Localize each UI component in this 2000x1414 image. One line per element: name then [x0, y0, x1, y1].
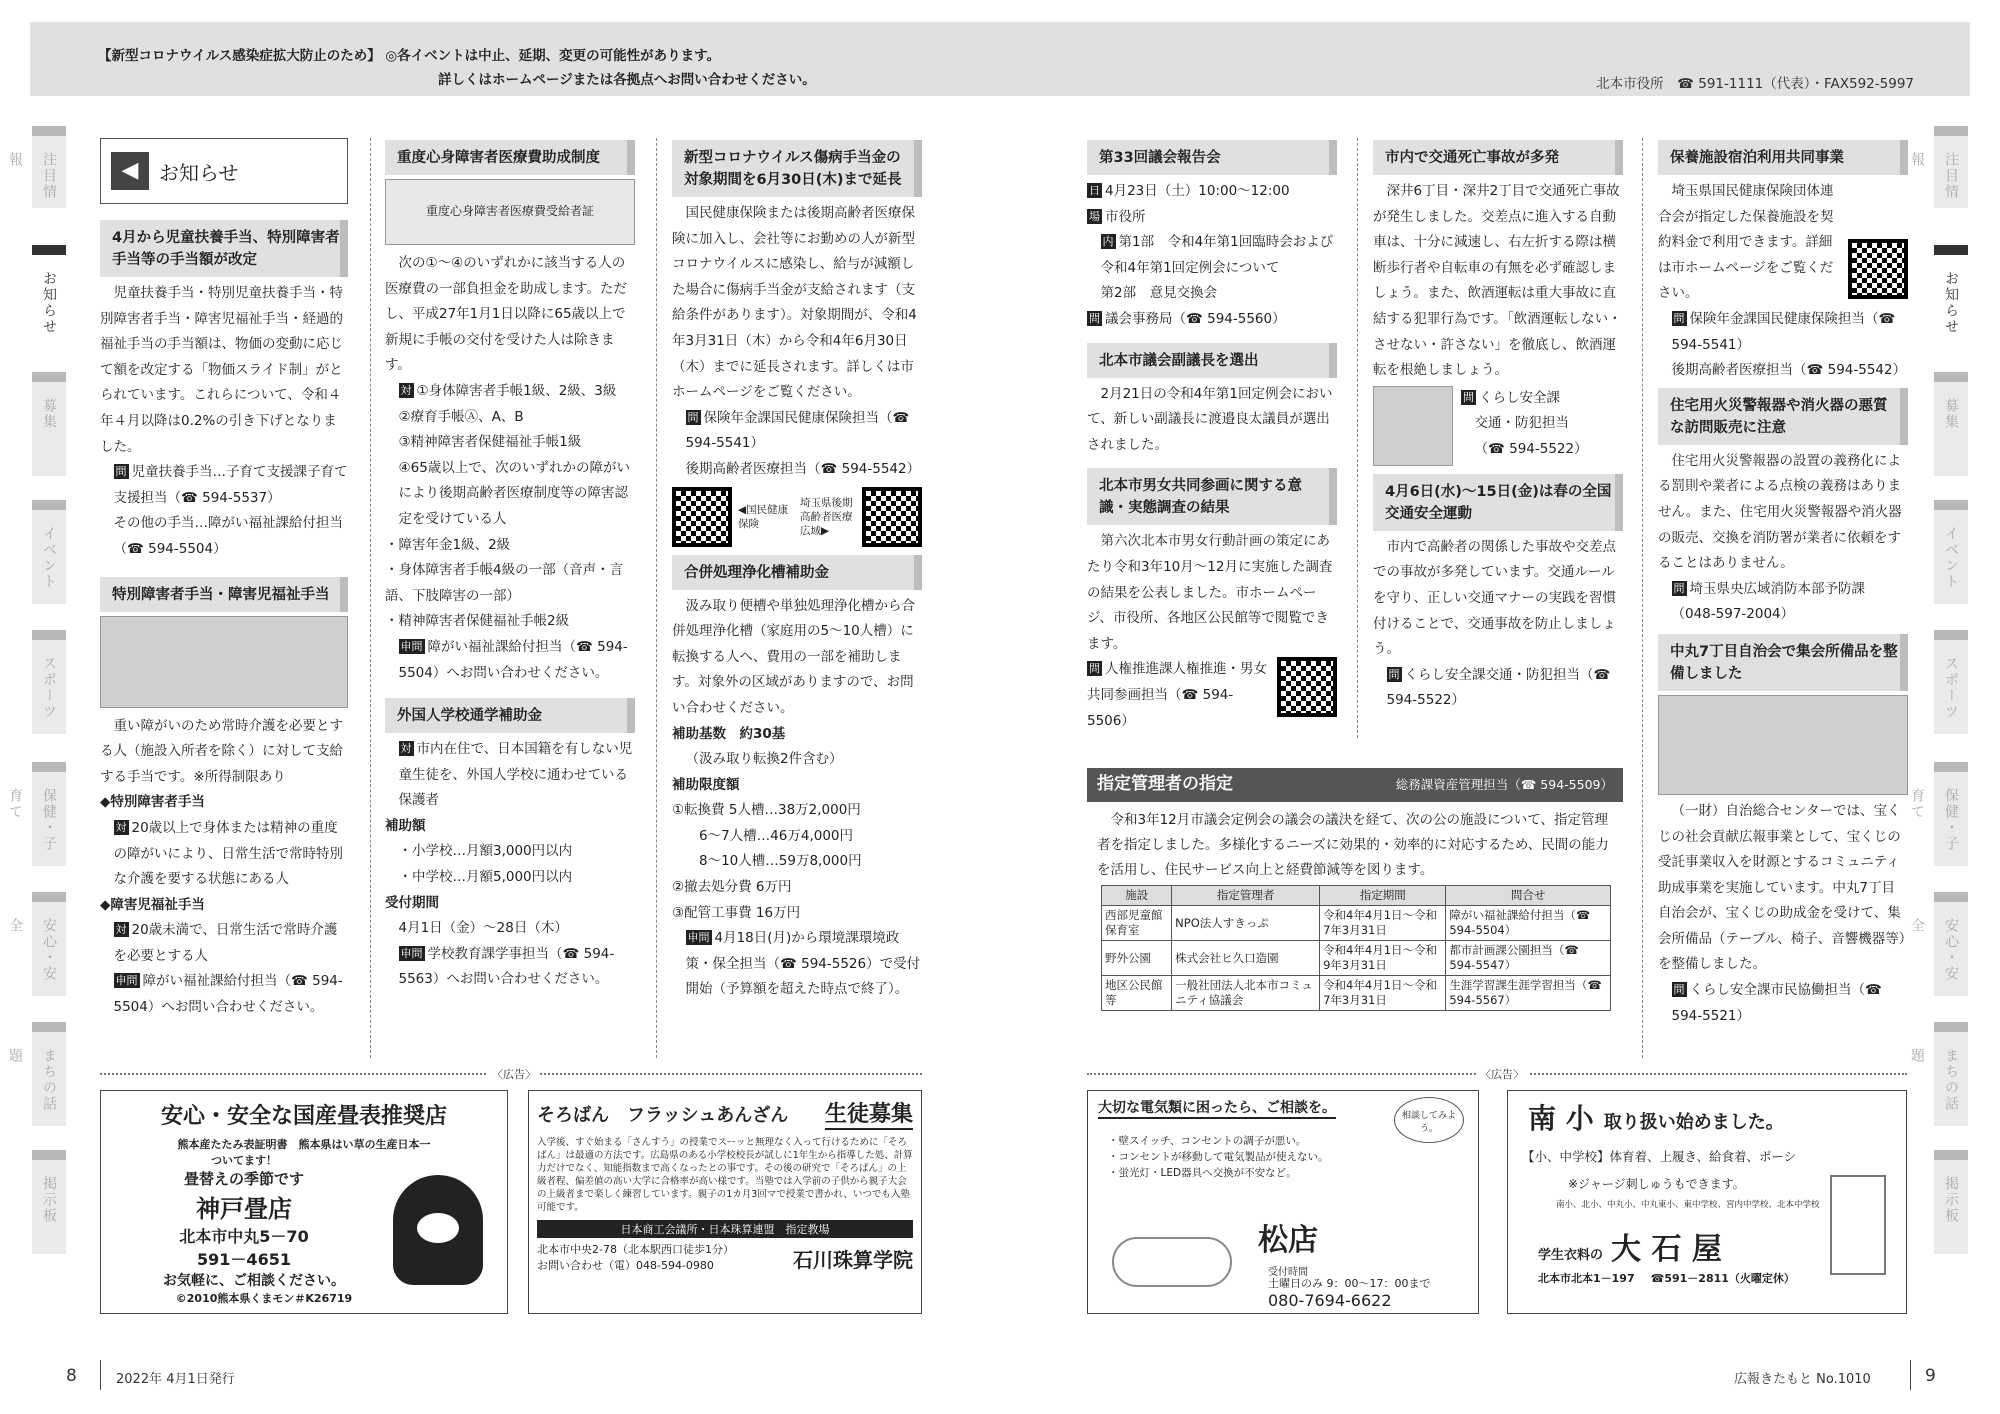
ad-headline: そろばん フラッシュあんざん [537, 1105, 789, 1126]
inquiry-label: 問 [1673, 983, 1685, 997]
inquiry: 後期高齢者医療担当（☎ 594-5542） [685, 460, 921, 477]
inquiry: 障がい福祉課給付担当（☎ 594-5504）へお問い合わせください。 [113, 973, 343, 1016]
subheading: 受付期間 [385, 894, 439, 911]
ad-text: ・蛍光灯・LED器具へ交換が不安など。 [1108, 1167, 1297, 1179]
column-2 [385, 140, 635, 993]
qr-caption: ◀国民健康保険 [738, 503, 789, 530]
banner-line-1: 【新型コロナウイルス感染症拡大防止のため】 ◎各イベントは中止、延期、変更の可能性があります。 [98, 48, 721, 64]
column-4 [1087, 140, 1337, 734]
ad-text: 受付時間 [1268, 1267, 1308, 1278]
table-cell: 令和4年4月1日～令和7年3月31日 [1320, 906, 1446, 941]
side-tab-2[interactable]: 募集 [1934, 372, 1968, 476]
inquiry: 人権推進課人権推進・男女共同参画担当（☎ 594-5506） [1087, 661, 1267, 729]
ad-text: 熊本産たたみ表証明書 熊本県はい草の生産日本一 [177, 1138, 431, 1151]
column-1 [100, 220, 348, 1021]
list-item: （汲み取り転換2件含む） [685, 751, 843, 768]
column-5 [1373, 140, 1623, 714]
section-title: 新型コロナウイルス傷病手当金の対象期間を6月30日(木)まで延長 [672, 140, 922, 197]
section-title: 第33回議会報告会 [1087, 140, 1337, 175]
content-label: 内 [1102, 235, 1114, 249]
section-title: 市内で交通死亡事故が多発 [1373, 140, 1623, 175]
list-item: ③配管工事費 16万円 [672, 904, 801, 921]
paragraph: 埼玉県国民健康保険団体連合会が指定した保養施設を契約料金で利用できます。詳細は市ホームページをご覧ください。 [1658, 183, 1834, 302]
table-cell: 都市計画課公園担当（☎ 594-5547） [1446, 941, 1611, 976]
care-photo [100, 616, 348, 708]
side-tab-3[interactable]: イベント [1934, 500, 1968, 604]
electric-shop-ad[interactable] [1087, 1090, 1479, 1314]
tatami-ad[interactable] [100, 1090, 508, 1314]
paragraph: 児童扶養手当・特別児童扶養手当・特別障害者手当・障害児福祉手当・経過的福祉手当の手当額は、物価の変動に応じて額を改定する「物価スライド制」がとられています。これらについて、令和４年４月以降は0.2%の引き下げとなりました。 [100, 285, 343, 455]
designation-table [1101, 885, 1611, 1011]
paragraph: 市内在住で、日本国籍を有しない児童生徒を、外国人学校に通わせている保護者 [398, 741, 633, 809]
paragraph: 第六次北本市男女行動計画の策定にあたり令和3年10月～12月に実施した調査の結果を公表しました。市ホームページ、市役所、各地区公民館等で閲覧できます。 [1087, 533, 1333, 652]
inquiry: 4月18日(月)から環境課環境政策・保全担当（☎ 594-5526）で受付開始（予算額を超えた時点で終了）。 [685, 930, 921, 998]
list-item: ・中学校…月額5,000円以内 [398, 869, 573, 886]
application-label: 申問 [687, 931, 710, 945]
city-hall-contact: 北本市役所 ☎ 591-1111（代表）・FAX592-5997 [1596, 76, 1914, 92]
column-6 [1658, 140, 1908, 1029]
list-item: ・身体障害者手帳4級の一部（音声・言語、下肢障害の一部） [385, 562, 624, 604]
side-tab-6[interactable]: 安心・安全 [32, 892, 66, 996]
table-cell: 地区公民館等 [1102, 976, 1172, 1011]
table-row [1102, 941, 1611, 976]
page-number-left: 8 [66, 1366, 77, 1386]
side-tab-6[interactable]: 安心・安全 [1934, 892, 1968, 996]
inquiry: 保険年金課国民健康保険担当（☎ 594-5541） [685, 409, 910, 452]
inquiry: 保険年金課国民健康保険担当（☎ 594-5541） [1671, 310, 1896, 353]
section-title: 中丸7丁目自治会で集会所備品を整備しました [1658, 634, 1908, 691]
side-tab-1[interactable]: お知らせ [32, 245, 66, 353]
inquiry-label: 問 [1673, 581, 1685, 595]
ad-headline: 大切な電気類に困ったら、ご相談を。 [1098, 1097, 1336, 1119]
table-cell: 令和4年4月1日～令和7年3月31日 [1320, 976, 1446, 1011]
school-phone: お問い合わせ（電）048-594-0980 [537, 1259, 714, 1272]
section-title: 保養施設宿泊利用共同事業 [1658, 140, 1908, 175]
table-cell: 生涯学習課生涯学習担当（☎ 594-5567） [1446, 976, 1611, 1011]
list-item: 8～10人槽…59万8,000円 [699, 853, 862, 870]
target-label: 対 [115, 820, 127, 834]
footer-rule [100, 1360, 101, 1390]
section-title: 住宅用火災警報器や消火器の悪質な訪問販売に注意 [1658, 388, 1908, 445]
paragraph: 深井6丁目・深井2丁目で交通死亡事故が発生しました。交差点に進入する自動車は、十分に減速し、右左折する際は横断歩行者や自転車の有無を必ず確認しましょう。また、飲酒運転は重大事故に直結する犯罪行為です。「飲酒運転しない・させない・許さない」を徹底し、飲酒運転を根絶しましょう。 [1373, 183, 1622, 379]
shop-name: 神戸畳店 [196, 1195, 292, 1223]
application-label: 申問 [400, 639, 423, 653]
application-label: 申問 [400, 946, 423, 960]
table-cell: 株式会社ヒ久口造園 [1172, 941, 1320, 976]
inquiry: 後期高齢者医療担当（☎ 594-5542） [1671, 362, 1907, 379]
table-row [1102, 976, 1611, 1011]
table-cell: 障がい福祉課給付担当（☎ 594-5504） [1446, 906, 1611, 941]
inquiry-label: 問 [687, 410, 699, 424]
qr-code[interactable] [1277, 657, 1337, 717]
issue-date: 2022年 4月1日発行 [116, 1372, 235, 1387]
shop-phone: 080-7694-6622 [1268, 1291, 1392, 1310]
ad-text: ©2010熊本県くまモン＃K26719 [175, 1292, 353, 1305]
paragraph: 市内で高齢者の関係した事故や交差点での事故が多発しています。交通ルールを守り、正しい交通マナーの実践を習慣付けることで、交通事故を防止しましょう。 [1373, 538, 1616, 658]
ad-text: ・壁スイッチ、コンセントの調子が悪い。 [1108, 1135, 1307, 1147]
list-item: ・小学校…月額3,000円以内 [398, 843, 573, 860]
side-tab-3[interactable]: イベント [32, 500, 66, 604]
school-name: 石川珠算学院 [793, 1247, 913, 1272]
table-cell: 野外公園 [1102, 941, 1172, 976]
shop-address: 北本市中丸5－70 [179, 1227, 309, 1246]
section-title: 北本市男女共同参画に関する意識・実態調査の結果 [1087, 468, 1337, 525]
inquiry-label: 問 [1388, 667, 1400, 681]
list-item: ①転換費 5人槽…38万2,000円 [672, 802, 861, 819]
side-tab-5[interactable]: 保健・子育て [1934, 762, 1968, 866]
section-title: 4月から児童扶養手当、特別障害者手当等の手当額が改定 [100, 220, 348, 277]
table-header: 指定期間 [1320, 886, 1446, 906]
side-tab-5[interactable]: 保健・子育て [32, 762, 66, 866]
ad-headline: 安心・安全な国産畳表推奨店 [160, 1104, 447, 1129]
list-item: ・障害年金1級、2級 [385, 536, 511, 553]
paragraph: 20歳以上で身体または精神の重度の障がいにより、日常生活で常時特別な介護を要する状態にある人 [113, 819, 343, 888]
list-item: ・精神障害者保健福祉手帳2級 [385, 613, 570, 630]
oshirase-heading [100, 138, 348, 204]
ad-text: お気軽に、ご相談ください。 [163, 1273, 345, 1289]
ad-headline: 生徒募集 [825, 1097, 913, 1130]
oshirase-title: お知らせ [159, 160, 239, 185]
inquiry: 議会事務局（☎ 594-5560） [1105, 310, 1286, 327]
qr-code[interactable] [1848, 239, 1908, 299]
inquiry-label: 問 [1089, 311, 1100, 325]
section-title: 北本市議会副議長を選出 [1087, 343, 1337, 378]
paragraph: 重い障がいのため常時介護を必要とする人（施設入所者を除く）に対して支給する手当です。※所得制限あり [100, 717, 343, 785]
target-label: 対 [400, 742, 412, 756]
inquiry: 総務課資産管理担当（☎ 594-5509） [1395, 777, 1613, 793]
list-item: 6～7人槽…46万4,000円 [699, 827, 854, 844]
ad-text: 日本商工会議所・日本珠算連盟 指定教場 [537, 1220, 913, 1238]
side-tab-2[interactable]: 募集 [32, 372, 66, 476]
side-tab-8[interactable]: 掲示板 [1934, 1150, 1968, 1254]
inquiry-label: 問 [1673, 311, 1685, 325]
paragraph: 住宅用火災警報器の設置の義務化による罰則や業者による点検の義務はありません。また、住宅用火災警報器や消火器の販売、交換を消防署が業者に依頼をすることはありません。 [1658, 452, 1902, 572]
side-tab-8[interactable]: 掲示板 [32, 1150, 66, 1254]
inquiry-label: 問 [1089, 662, 1100, 676]
column-divider [1357, 138, 1358, 738]
ad-text: 【小、中学校】体育着、上履き、給食着、ポーシ [1522, 1149, 1797, 1164]
column-divider [370, 138, 371, 1058]
table-cell: 一般社団法人北本市コミュニティ協議会 [1172, 976, 1320, 1011]
certificate-photo: 重度心身障害者医療費受給者証 [385, 179, 635, 245]
page-number-right: 9 [1925, 1366, 1936, 1386]
meeting-room-photo [1658, 695, 1908, 795]
inquiry: 児童扶養手当…子育て支援課子育て支援担当（☎ 594-5537） [113, 464, 348, 506]
soroban-ad[interactable] [528, 1090, 922, 1314]
qr-code[interactable] [862, 487, 922, 547]
section-title: 指定管理者の指定 [1097, 774, 1233, 795]
table-cell: NPO法人すきっぷ [1172, 906, 1320, 941]
bicycle-icon [1112, 1237, 1232, 1287]
subheading: 補助基数 約30基 [672, 725, 786, 742]
side-tab-7[interactable]: まちの話題 [1934, 1022, 1968, 1126]
ad-text: ついてます！ [211, 1154, 277, 1167]
list-item: ④65歳以上で、次のいずれかの障がいにより後期高齢者医療制度等の障害認定を受けている人 [398, 459, 631, 527]
designated-manager-section [1087, 768, 1623, 1011]
target-label: 対 [115, 923, 127, 937]
ad-text: 畳替えの季節です [183, 1170, 304, 1188]
notice-banner [30, 22, 1970, 96]
ad-headline: 取り扱い始めました。 [1603, 1112, 1784, 1133]
inquiry: くらし安全課市民協働担当（☎ 594-5521） [1671, 982, 1882, 1024]
section-title: 4月6日(水)～15日(金)は春の全国交通安全運動 [1373, 474, 1623, 531]
list-item: ②療育手帳Ⓐ、A、B [398, 408, 524, 425]
traffic-photo [1373, 386, 1453, 466]
column-3 [672, 140, 922, 1003]
shop-name: 松店 [1258, 1223, 1318, 1258]
paragraph: 汲み取り便槽や単独処理浄化槽から合併処理浄化槽（家庭用の5～10人槽）に転換する人へ、費用の一部を補助します。対象外の区域がありますので、お問い合わせください。 [672, 597, 915, 716]
subheading: ◆障害児福祉手当 [100, 896, 205, 913]
speech-bubble: 相談してみよう。 [1394, 1097, 1464, 1143]
table-cell: 令和4年4月1日～令和9年3月31日 [1320, 941, 1446, 976]
ad-text: ※ジャージ刺しゅうもできます。 [1568, 1177, 1745, 1191]
event-place: 市役所 [1105, 208, 1146, 225]
ad-text: 入学後、すぐ始まる「さんすう」の授業でスーッと無理なく入って行けるために「そろばん」は最適の方法です。広島県のある小学校校長が試しに1年生から指導した処、計算力だけでなく、知能指数まで高くなったとの事です。その後の研究で「そろばん」の上級者程、偏差値の高い大学に合格率が高い様です。当塾では入学前の子供から親子大会の上級者まで楽しく練習しています。親子の1カ月3回マで授業で書かれ、いつでも入塾可能です。 [537, 1137, 913, 1213]
school-address: 北本市中央2-78（北本駅西口徒歩1分） [537, 1243, 734, 1256]
event-date: 4月23日（土）10:00～12:00 [1105, 183, 1290, 199]
megaphone-icon: ◀ [111, 152, 149, 190]
clothing-icon [1830, 1175, 1886, 1275]
qr-code[interactable] [672, 487, 732, 547]
column-divider [1642, 138, 1643, 1058]
subheading: 補助額 [385, 817, 426, 834]
section-title: 合併処理浄化槽補助金 [672, 555, 922, 590]
list-item: ②撤去処分費 6万円 [672, 879, 792, 896]
target-label: 対 [400, 383, 412, 397]
date-label: 日 [1089, 184, 1100, 197]
shop-name: 大 石 屋 [1611, 1232, 1722, 1267]
mascot-face [417, 1213, 459, 1243]
ad-label: 〈広告〉 [1476, 1066, 1528, 1082]
application-label: 申問 [115, 974, 138, 988]
side-tab-7[interactable]: まちの話題 [32, 1022, 66, 1126]
section-title: 特別障害者手当・障害児福祉手当 [100, 577, 348, 612]
inquiry: その他の手当…障がい福祉課給付担当（☎ 594-5504） [113, 515, 343, 557]
inquiry: （☎ 594-5522） [1474, 440, 1588, 457]
inquiry: くらし安全課交通・防犯担当（☎ 594-5522） [1386, 666, 1611, 709]
side-tab-0[interactable]: 注目情報 [1934, 126, 1968, 208]
inquiry-label: 問 [115, 465, 127, 479]
shop-phone: 591－4651 [197, 1250, 291, 1269]
side-tab-1[interactable]: お知らせ [1934, 245, 1968, 353]
footer-rule [1910, 1360, 1911, 1390]
place-label: 場 [1089, 209, 1100, 223]
mascot-bear-image [393, 1175, 483, 1285]
qr-caption: 埼玉県後期高齢者医療広域▶ [800, 496, 853, 537]
brand-name: 南 小 [1528, 1102, 1594, 1135]
paragraph: 次の①～④のいずれかに該当する人の医療費の一部負担金を助成します。ただし、平成27年1月1日以降に65歳以上で新規に手帳の交付を受けた人は除きます。 [385, 255, 627, 374]
paragraph: 令和3年12月市議会定例会の議会の議決を経て、次の公の施設について、指定管理者を指定しました。多様化するニーズに効果的・効率的に対応するため、民間の能力を活用し、住民サービス向上と経費節減等を図ります。 [1097, 812, 1609, 878]
column-divider [656, 138, 657, 1058]
table-header: 問合せ [1446, 886, 1611, 906]
table-row [1102, 906, 1611, 941]
subheading: ◆特別障害者手当 [100, 794, 205, 811]
event-content: 第2部 意見交換会 [1100, 285, 1218, 302]
table-cell: 西部児童館保育室 [1102, 906, 1172, 941]
paragraph: （一財）自治総合センターでは、宝くじの社会貢献広報事業として、宝くじの受託事業収入を財源とするコミュニティ助成事業を実施しています。中丸7丁目自治会が、宝くじの助成金を受けて、集会所備品（テーブル、椅子、音響機器等）を整備しました。 [1658, 802, 1906, 973]
paragraph: 国民健康保険または後期高齢者医療保険に加入し、会社等にお勤めの人が新型コロナウイルスに感染し、給与が減額した場合に傷病手当金が支給されます（支給条件があります）。対象期間が、令和4年3月31日（木）から令和4年6月30日（木）までに延長されます。詳しくは市ホームページをご覧ください。 [672, 205, 917, 401]
shop-phone: ☎591－2811（火曜定休） [1650, 1272, 1795, 1285]
school-list: 南小、北小、中丸小、中丸東小、東中学校、宮内中学校、北本中学校 [1556, 1200, 1820, 1210]
subheading: 補助限度額 [672, 776, 740, 793]
paragraph: 2月21日の令和4年第1回定例会において、新しい副議長に渡邉良太議員が選出されました。 [1087, 385, 1333, 453]
section-title: 外国人学校通学補助金 [385, 698, 635, 733]
business-hours: 土曜日のみ 9：00～17：00まで [1268, 1277, 1431, 1290]
inquiry: 障がい福祉課給付担当（☎ 594-5504）へお問い合わせください。 [398, 638, 628, 681]
inquiry: くらし安全課 [1479, 389, 1560, 406]
side-tab-0[interactable]: 注目情報 [32, 126, 66, 208]
table-header: 指定管理者 [1172, 886, 1320, 906]
table-header: 施設 [1102, 886, 1172, 906]
list-item: ③精神障害者保健福祉手帳1級 [398, 434, 582, 451]
publication-name: 広報きたもと No.1010 [1734, 1372, 1871, 1387]
list-item: ①身体障害者手帳1級、2級、3級 [416, 382, 617, 399]
inquiry: 学校教育課学事担当（☎ 594-5563）へお問い合わせください。 [398, 945, 615, 988]
banner-line-2: 詳しくはホームページまたは各拠点へお問い合わせください。 [438, 72, 816, 88]
inquiry-label: 問 [1463, 390, 1474, 404]
side-tab-4[interactable]: スポーツ [32, 630, 66, 734]
paragraph: 20歳未満で、日常生活で常時介護を必要とする人 [113, 922, 338, 964]
section-title: 重度心身障害者医療費助成制度 [385, 140, 635, 175]
ad-label: 〈広告〉 [488, 1066, 540, 1082]
shop-address: 北本市北本1－197 [1538, 1272, 1635, 1285]
list-item: 4月1日（金）～28日（木） [398, 920, 568, 937]
inquiry: 交通・防犯担当 [1474, 415, 1569, 432]
ad-text: 学生衣料の [1538, 1248, 1604, 1263]
event-content: 第1部 令和4年第1回臨時会および令和4年第1回定例会について [1100, 234, 1334, 276]
inquiry: 埼玉県央広域消防本部予防課（048-597-2004） [1671, 580, 1865, 623]
ad-text: ・コンセントが移動して電気製品が使えない。 [1108, 1151, 1329, 1163]
qr-row [672, 487, 922, 547]
side-tab-4[interactable]: スポーツ [1934, 630, 1968, 734]
uniform-shop-ad[interactable] [1507, 1090, 1907, 1314]
